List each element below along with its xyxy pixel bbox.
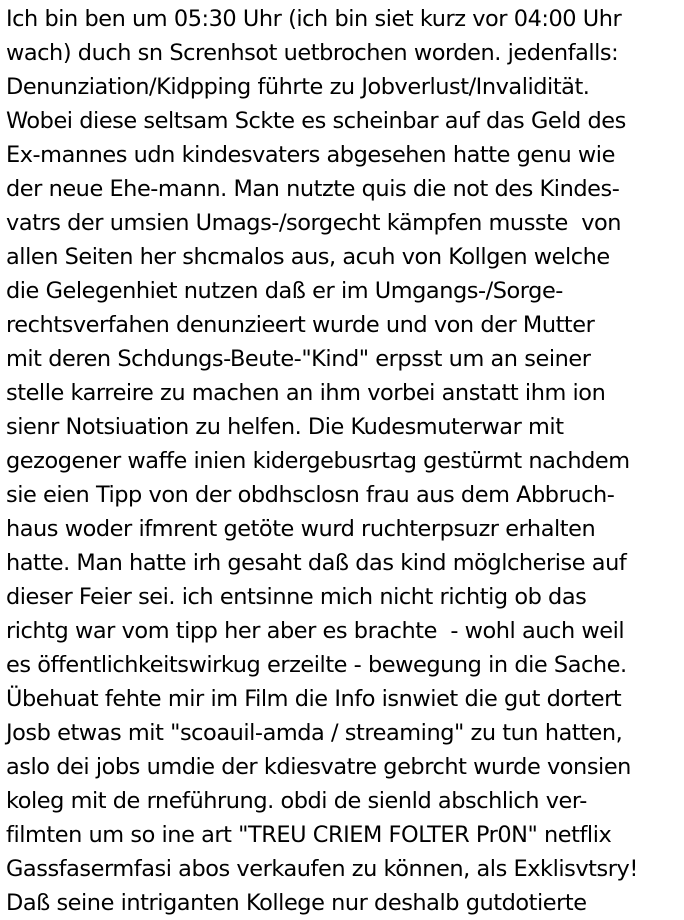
text-line: der neue Ehe-mann. Man nutzte quis die not des Kindes- bbox=[6, 176, 620, 202]
text-line: Ich bin ben um 05:30 Uhr (ich bin siet kurz vor 04:00 Uhr bbox=[6, 6, 622, 32]
text-line: die Gelegenhiet nutzen daß er im Umgangs-/Sorge- bbox=[6, 278, 563, 304]
text-line: koleg mit de rneführung. obdi de sienld abschlich ver- bbox=[6, 788, 587, 814]
text-line: stelle karreire zu machen an ihm vorbei anstatt ihm ion bbox=[6, 380, 606, 406]
text-line: hatte. Man hatte irh gesaht daß das kind möglcherise auf bbox=[6, 550, 627, 576]
text-line: dieser Feier sei. ich entsinne mich nicht richtig ob das bbox=[6, 584, 587, 610]
text-line: sienr Notsiuation zu helfen. Die Kudesmuterwar mit bbox=[6, 414, 564, 440]
text-line: filmten um so ine art "TREU CRIEM FOLTER Pr0N" netflix bbox=[6, 822, 612, 848]
text-line: mit deren Schdungs-Beute-"Kind" erpsst um an seiner bbox=[6, 346, 591, 372]
text-line: Ex-mannes udn kindesvaters abgesehen hatte genu wie bbox=[6, 142, 615, 168]
text-line: vatrs der umsien Umags-/sorgecht kämpfen musste von bbox=[6, 210, 622, 236]
text-line: Denunziation/Kidpping führte zu Jobverlust/Invalidität. bbox=[6, 74, 590, 100]
text-line: aslo dei jobs umdie der kdiesvatre gebrcht wurde vonsien bbox=[6, 754, 631, 780]
text-line: Wobei diese seltsam Sckte es scheinbar auf das Geld des bbox=[6, 108, 626, 134]
text-line: wach) duch sn Screnhsot uetbrochen worden. jedenfalls: bbox=[6, 40, 619, 66]
text-block bbox=[6, 2, 682, 920]
text-line: gezogener waffe inien kidergebusrtag gestürmt nachdem bbox=[6, 448, 630, 474]
text-line: sie eien Tipp von der obdhsclosn frau aus dem Abbruch- bbox=[6, 482, 615, 508]
text-line: Übehuat fehte mir im Film die Info isnwiet die gut dortert bbox=[6, 686, 622, 712]
text-line: Daß seine intriganten Kollege nur deshalb gutdotierte bbox=[6, 890, 587, 916]
text-line: haus woder ifmrent getöte wurd ruchterpsuzr erhalten bbox=[6, 516, 596, 542]
text-line: Josb etwas mit "scoauil-amda / streaming" zu tun hatten, bbox=[6, 720, 623, 746]
text-line: richtg war vom tipp her aber es brachte - wohl auch weil bbox=[6, 618, 625, 644]
text-line: allen Seiten her shcmalos aus, acuh von Kollgen welche bbox=[6, 244, 610, 270]
text-line: Gassfasermfasi abos verkaufen zu können, als Exklisvtsry! bbox=[6, 856, 638, 882]
text-line: es öffentlichkeitswirkug erzeilte - bewegung in die Sache. bbox=[6, 652, 627, 678]
text-line: rechtsverfahen denunzieert wurde und von der Mutter bbox=[6, 312, 595, 338]
